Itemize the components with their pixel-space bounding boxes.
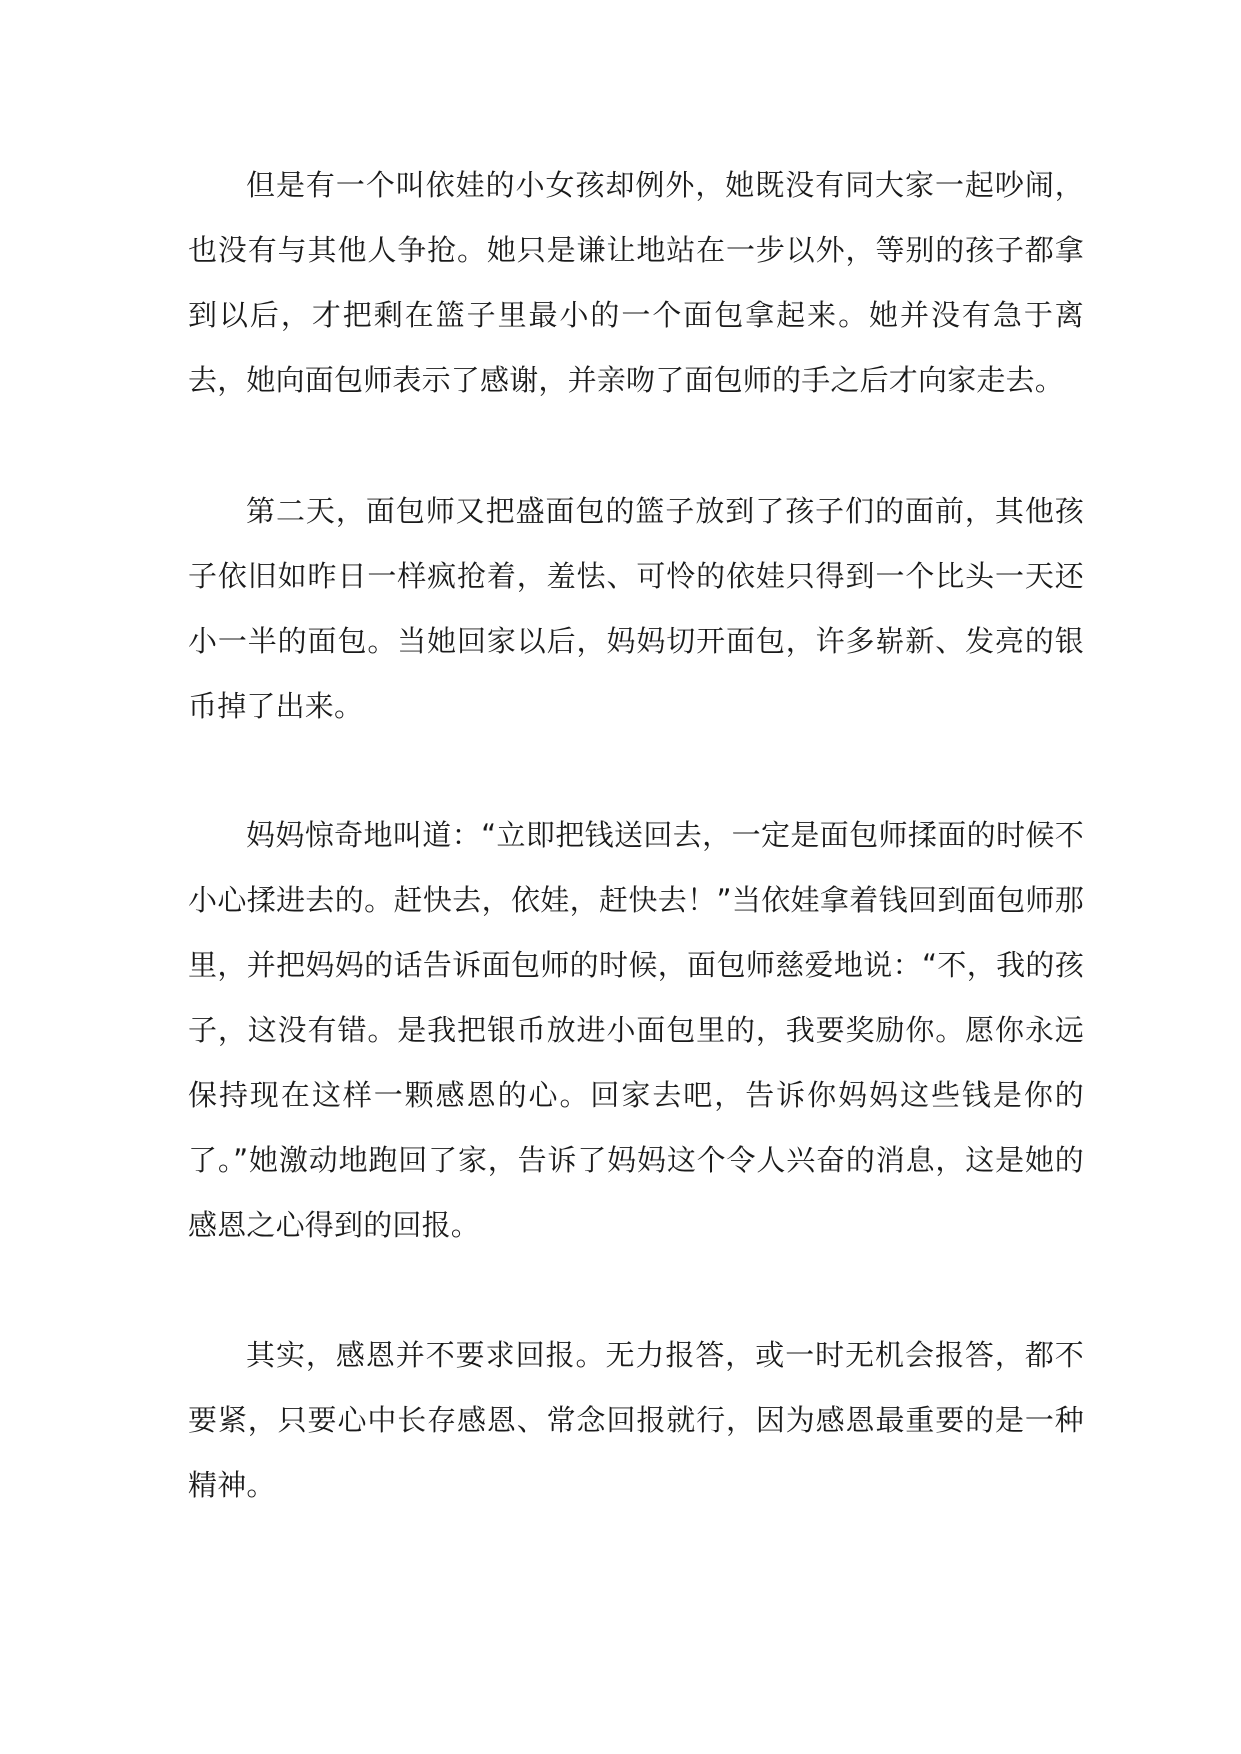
paragraph-2: 第二天，面包师又把盛面包的篮子放到了孩子们的面前，其他孩子依旧如昨日一样疯抢着，羞怯、可怜的依娃只得到一个比头一天还小一半的面包。当她回家以后，妈妈切开面包，许多崭新、发亮的银币掉了出来。 [188,494,1084,723]
paragraph-4: 其实，感恩并不要求回报。无力报答，或一时无机会报答，都不要紧，只要心中长存感恩、常念回报就行，因为感恩最重要的是一种精神。 [188,1338,1084,1502]
paragraph-3: 妈妈惊奇地叫道：“立即把钱送回去，一定是面包师揉面的时候不小心揉进去的。赶快去，依娃，赶快去！”当依娃拿着钱回到面包师那里，并把妈妈的话告诉面包师的时候，面包师慈爱地说：“不，我的孩子，这没有错。是我把银币放进小面包里的，我要奖励你。愿你永远保持现在这样一颗感恩的心。回家去吧，告诉你妈妈这些钱是你的了。”她激动地跑回了家，告诉了妈妈这个令人兴奋的消息，这是她的感恩之心得到的回报。 [188,818,1084,1242]
paragraph-1: 但是有一个叫依娃的小女孩却例外，她既没有同大家一起吵闹，也没有与其他人争抢。她只是谦让地站在一步以外，等别的孩子都拿到以后，才把剩在篮子里最小的一个面包拿起来。她并没有急于离去，她向面包师表示了感谢，并亲吻了面包师的手之后才向家走去。 [188,168,1084,397]
